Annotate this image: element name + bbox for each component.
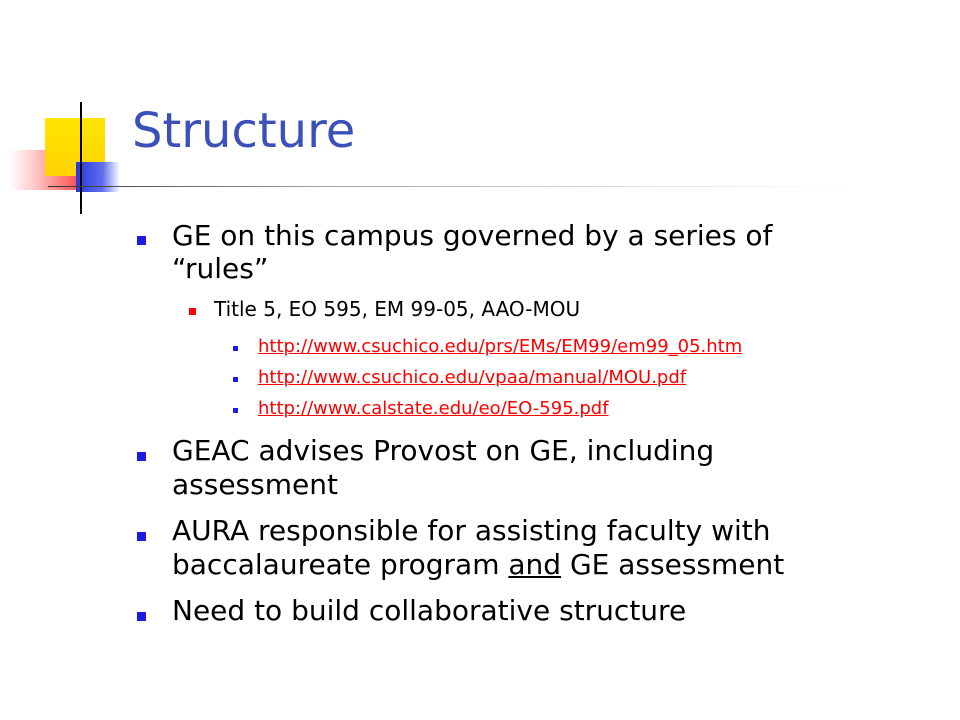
bullet-aura-underlined-and: and	[508, 548, 562, 581]
sub-bullet-marker	[189, 308, 196, 315]
sub-bullet-title5: Title 5, EO 595, EM 99-05, AAO-MOU	[214, 297, 581, 321]
bullet-marker	[137, 612, 146, 621]
link-em99-05[interactable]: http://www.csuchico.edu/prs/EMs/EM99/em99_05.htm	[258, 336, 743, 357]
bullet-aura-text-b: GE assessment	[561, 548, 785, 581]
bullet-governed-line1: GE on this campus governed by a series of	[172, 219, 773, 252]
bullet-marker	[137, 532, 146, 541]
slide-title: Structure	[132, 103, 356, 159]
bullet-marker	[137, 236, 146, 245]
bullet-aura-text-a: baccalaureate program	[172, 548, 509, 581]
link-bullet-marker	[233, 377, 238, 382]
title-underline-rule	[48, 186, 858, 187]
bullet-aura-line1: AURA responsible for assisting faculty with	[172, 514, 771, 547]
link-item	[258, 398, 609, 420]
bullet-governed-line2: “rules”	[172, 252, 269, 285]
link-item	[258, 336, 742, 358]
bullet-geac-line2: assessment	[172, 468, 338, 501]
bullet-collaborative: Need to build collaborative structure	[172, 594, 687, 627]
link-eo-595-pdf[interactable]: http://www.calstate.edu/eo/EO-595.pdf	[258, 398, 609, 419]
link-bullet-marker	[233, 346, 238, 351]
decorative-vertical-line	[80, 102, 82, 214]
bullet-geac-line1: GEAC advises Provost on GE, including	[172, 434, 715, 467]
link-item	[258, 367, 686, 389]
bullet-marker	[137, 452, 146, 461]
link-mou-pdf[interactable]: http://www.csuchico.edu/vpaa/manual/MOU.pdf	[258, 367, 687, 388]
bullet-aura-line2	[172, 548, 784, 582]
decorative-blue-block	[76, 162, 120, 192]
link-bullet-marker	[233, 408, 238, 413]
